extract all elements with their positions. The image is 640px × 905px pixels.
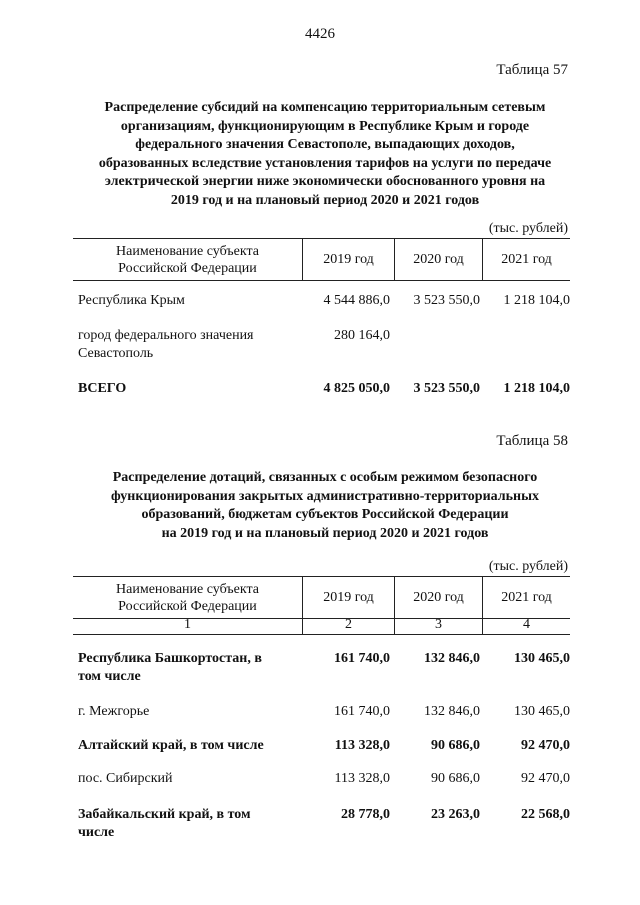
row-value-2019: 4 825 050,0 (323, 381, 390, 396)
row-value-2020: 3 523 550,0 (413, 293, 480, 308)
row-value-2020: 23 263,0 (431, 807, 480, 822)
table-57-label: Таблица 57 (496, 62, 568, 78)
row-name-line: Забайкальский край, в том (78, 807, 251, 822)
table-57-units: (тыс. рублей) (488, 221, 568, 236)
row-value-2021: 130 465,0 (514, 704, 570, 719)
column-number: 1 (184, 617, 191, 632)
row-name-line: Республика Башкортостан, в (78, 651, 262, 666)
row-value-2021: 1 218 104,0 (503, 381, 570, 396)
table-57-header (73, 238, 570, 281)
row-name-line: числе (78, 825, 115, 840)
row-name-line: Республика Крым (78, 293, 185, 308)
header-subject-line: Наименование субъекта (116, 581, 259, 597)
row-value-2020: 132 846,0 (424, 704, 480, 719)
column-number: 4 (482, 617, 570, 634)
title-line: образований, бюджетам субъектов Российской Федерации (141, 507, 509, 522)
column-numbers-row (73, 617, 570, 635)
title-line: на 2019 год и на плановый период 2020 и 2021 годов (161, 525, 489, 541)
header-subject-name (73, 577, 302, 618)
row-value-2021: 92 470,0 (521, 771, 570, 786)
row-name: г. Межгорье (78, 704, 150, 719)
row-name: Алтайский край, в том числе (78, 738, 264, 753)
row-value-2020: 90 686,0 (431, 771, 480, 786)
title-line: организациям, функционирующим в Республике Крым и городе (120, 118, 530, 134)
page-number: 4426 (305, 26, 335, 42)
row-name-line: том числе (78, 669, 141, 684)
row-value-2021: 22 568,0 (521, 807, 570, 822)
row-value-2019: 28 778,0 (341, 807, 390, 822)
table-58-label: Таблица 58 (496, 433, 568, 449)
header-subject-line: Российской Федерации (118, 260, 257, 276)
table-58-title (80, 469, 570, 543)
table-58-header (73, 576, 570, 619)
table-58-units: (тыс. рублей) (488, 559, 568, 574)
row-name: ВСЕГО (78, 381, 127, 396)
title-line: функционирования закрытых административно-территориальных (110, 488, 540, 504)
header-2021: 2021 год (482, 239, 570, 280)
row-value-2021: 92 470,0 (521, 738, 570, 753)
header-2019: 2019 год (302, 577, 394, 618)
row-name (78, 327, 288, 363)
row-value-2019: 113 328,0 (334, 771, 390, 786)
title-line: Распределение субсидий на компенсацию территориальным сетевым (104, 100, 546, 115)
title-line: Распределение дотаций, связанных с особым режимом безопасного (112, 470, 538, 485)
row-name (78, 806, 288, 842)
column-number: 2 (302, 617, 394, 634)
row-value-2019: 280 164,0 (334, 328, 390, 343)
row-value-2020: 132 846,0 (424, 651, 480, 666)
row-name (78, 292, 288, 310)
row-value-2019: 161 740,0 (334, 704, 390, 719)
row-value-2021: 130 465,0 (514, 651, 570, 666)
title-line: образованных вследствие установления тарифов на услуги по передаче (98, 155, 552, 171)
row-name: пос. Сибирский (78, 771, 173, 786)
row-value-2019: 113 328,0 (334, 738, 390, 753)
header-subject-line: Наименование субъекта (116, 243, 259, 259)
row-value-2019: 161 740,0 (334, 651, 390, 666)
header-2020: 2020 год (394, 239, 482, 280)
header-subject-name (73, 239, 302, 280)
row-value-2021: 1 218 104,0 (503, 293, 570, 308)
header-2020: 2020 год (394, 577, 482, 618)
row-value-2020: 3 523 550,0 (413, 381, 480, 396)
title-line: 2019 год и на плановый период 2020 и 2021 годов (170, 192, 480, 208)
column-number: 3 (394, 617, 482, 634)
header-2019: 2019 год (302, 239, 394, 280)
title-line: федерального значения Севастополе, выпадающих доходов, (135, 137, 515, 152)
header-subject-line: Российской Федерации (118, 598, 257, 614)
header-2021: 2021 год (482, 577, 570, 618)
table-57-title (80, 99, 570, 210)
row-value-2020: 90 686,0 (431, 738, 480, 753)
row-value-2019: 4 544 886,0 (323, 293, 390, 308)
row-name-line: город федерального значения (78, 328, 254, 343)
row-name-line: Севастополь (78, 346, 154, 361)
row-name (78, 650, 288, 686)
title-line: электрической энергии ниже экономически обоснованного уровня на (104, 174, 546, 189)
